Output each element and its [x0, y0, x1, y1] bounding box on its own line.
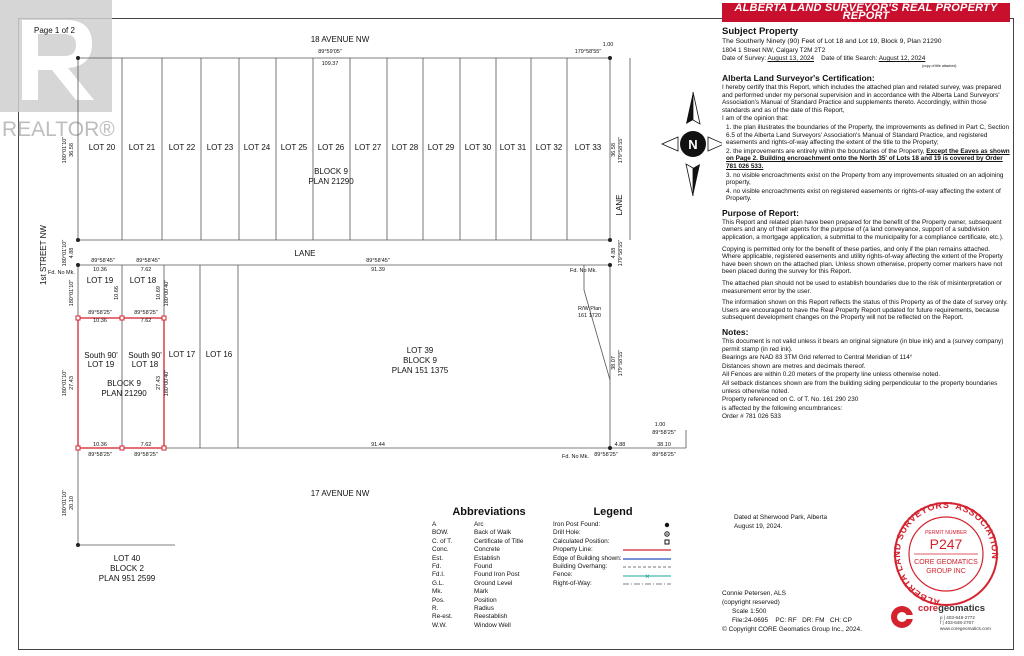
abbr-row [432, 605, 546, 613]
legend-label: Fence: [553, 571, 573, 579]
abbr-row [432, 529, 546, 537]
note: Bearings are NAD 83 3TM Grid referred to Central Meridian of 114° [722, 354, 913, 362]
found-no-mark-label: Fd. No Mk. [570, 268, 597, 274]
abbr-value: Arc [474, 521, 484, 528]
purpose-paragraph: This Report and related plan have been prepared for the benefit of the Property owner, subsequent owners and any of their agents for the purpose of (a land conveyance, support of a subdivision application, a mortgage application, a submittal to the municipality for a compliance certificate, etc.). [722, 218, 1004, 242]
copyright: © Copyright CORE Geomatics Group Inc., 2024. [722, 626, 862, 633]
abbr-row [432, 613, 546, 621]
dimension: 89°58'25" [652, 430, 676, 436]
legend-label: Building Overhang: [553, 562, 608, 570]
purpose-paragraph: The attached plan should not be used to establish boundaries due to the risk of misinterpretation or measurement error by the user. [722, 280, 1002, 295]
dimension: 180°01'10" [62, 136, 68, 164]
legend-row [553, 563, 673, 571]
dr-initials: DR: FM [802, 617, 825, 624]
abbr-row [432, 546, 546, 554]
dimension: 1.00 [602, 42, 614, 48]
street-south-label: 17 AVENUE NW [310, 489, 370, 498]
legend-title: Legend [593, 506, 633, 518]
stamp-ring-text: ALBERTA LAND SURVEYORS' ASSOCIATION [892, 502, 1001, 608]
lot-label: LOT 21 [128, 143, 156, 152]
building-edge-icon [623, 555, 673, 563]
building-overhang-icon [623, 563, 673, 571]
scale: Scale 1:500 [732, 608, 767, 615]
abbr-key: G.L. [432, 579, 445, 587]
dimension: 89°58'45" [366, 258, 390, 264]
abbr-key: BOW. [432, 529, 449, 537]
dimension: 7.62 [140, 442, 152, 448]
abbr-value: Radius [474, 605, 494, 613]
abbr-value: Back of Walk [474, 529, 512, 537]
dimension: 10.69 [156, 286, 162, 300]
lot-label: LOT 19 [87, 360, 115, 369]
north-arrow-icon [662, 92, 722, 196]
legend-label: Iron Post Found: [553, 521, 601, 528]
abbr-key: R. [432, 605, 439, 613]
plan-label: PLAN 21290 [101, 389, 147, 398]
surveyor-name: Connie Petersen, ALS [722, 590, 786, 597]
certification-item: 4. no visible encroachments exist on registered easements or rights-of-way affecting the extent of Property. [726, 187, 1001, 203]
street-north-label: 18 AVENUE NW [310, 35, 370, 44]
dimension: 89°58'25" [594, 452, 618, 458]
abbr-value: Found Iron Post [474, 571, 520, 579]
note: is affected by the following encumbrances: [722, 404, 843, 412]
abbr-key: Fd.I. [432, 571, 445, 579]
rw-label: 161 1720 [578, 313, 601, 319]
legend-row [553, 546, 673, 554]
lane-vertical-label: LANE [615, 194, 624, 216]
legend-row [553, 529, 673, 537]
right-of-way-icon [623, 580, 673, 588]
purpose-heading: Purpose of Report: [722, 207, 799, 218]
dimension: 27.43 [156, 376, 162, 390]
dimension: 1.00 [654, 422, 666, 428]
dimension: 89°58'45" [91, 258, 115, 264]
dimension: 10.36 [93, 442, 107, 448]
lot-label: LOT 29 [427, 143, 455, 152]
purpose-paragraph: Copying is permitted only for the benefit of these parties, and only if the plan remains attached. Where applicable, registered easements and utility rights-of-way affecting the extent of the Property have been shown on the attached plan. Unless shown otherwise, property corner markers have not been placed during the survey for this Report. [722, 245, 1003, 276]
file-number: File:24-0695 [732, 617, 769, 624]
abbr-value: Concrete [474, 546, 500, 554]
dimension: 179°58'55" [618, 136, 624, 164]
note: All Fences are within 0.20 meters of the property line unless otherwise noted. [722, 371, 941, 379]
stamp-company: GROUP INC [926, 568, 966, 575]
dimension: 180°00'40" [164, 369, 170, 397]
found-no-mark-label: Fd. No Mk. [48, 270, 75, 276]
dimension: 91.44 [371, 442, 385, 448]
lot-label: LOT 17 [168, 350, 196, 359]
page-label: Page 1 of 2 [34, 26, 75, 35]
street-west-label: 1st STREET NW [39, 225, 48, 285]
lot-label: LOT 22 [168, 143, 196, 152]
lot-label: LOT 18 [129, 276, 157, 285]
lot-label: LOT 28 [391, 143, 419, 152]
dimension: 180°01'10" [62, 369, 68, 397]
abbr-key: W.W. [432, 621, 447, 629]
lot-label: LOT 19 [86, 276, 114, 285]
dimension: 89°59'05" [318, 49, 342, 55]
abbr-key: Mk. [432, 588, 443, 596]
lot-label: LOT 30 [464, 143, 492, 152]
legend-row [553, 571, 673, 579]
block-label: BLOCK 9 [107, 379, 141, 388]
legend-label: Edge of Building shown: [553, 554, 622, 562]
abbr-key: C. of T. [432, 537, 453, 545]
property-line-icon [623, 546, 673, 554]
date-title-label: Date of title Search: [821, 55, 878, 63]
block-label: BLOCK 9 [314, 167, 348, 176]
abbr-row [432, 538, 546, 546]
core-word: core [918, 603, 939, 614]
abbr-value: Ground Level [474, 579, 513, 587]
abbr-row [432, 580, 546, 588]
note: This document is not valid unless it bears an original signature (in blue ink) and a (survey company) permit stamp (in red ink). [722, 338, 1004, 353]
abbr-row [432, 563, 546, 571]
legend-panel [553, 505, 673, 588]
dimension: 27.43 [69, 376, 75, 390]
core-geomatics-logo [888, 601, 1010, 639]
dimension: 89°58'25" [134, 310, 158, 316]
note: Distances shown are metres and decimals thereof. [722, 362, 866, 370]
core-logo-icon [890, 605, 914, 629]
dimension: 4.88 [69, 247, 75, 259]
legend-label: Property Line: [553, 546, 593, 554]
dimension: 89°58'25" [88, 310, 112, 316]
certification-exception: Except the Eaves as shown on Page 2. Building encroachment onto the North 35' of Lots 18 and 19 is covered by Order 781 026 533. [726, 147, 1010, 170]
certification-item: 3. no visible encroachments exist on the Property from any improvements situated on an adjoining property, [726, 171, 1004, 187]
abbr-key: A [432, 521, 437, 528]
abbr-row [432, 588, 546, 596]
found-no-mark-label: Fd. No Mk. [562, 454, 589, 460]
lot-label: LOT 20 [88, 143, 116, 152]
abbr-row [432, 597, 546, 605]
dimension: 38.07 [611, 356, 617, 370]
block-label: BLOCK 9 [403, 356, 437, 365]
fax: f | 403-648-2767 [940, 620, 974, 626]
certification-item-text: 2. the improvements are entirely within the boundaries of the Property, [726, 147, 925, 155]
certification-opinion: I am of the opinion that: [722, 115, 789, 123]
ch-initials: CH: CP [829, 617, 852, 624]
abbr-key: Fd. [432, 563, 442, 571]
dated-line: August 19, 2024. [734, 522, 783, 530]
abbreviations-panel [432, 505, 546, 630]
abbr-value: Position [474, 596, 497, 604]
abbr-key: Re-est. [432, 613, 453, 621]
abbr-key: Est. [432, 554, 444, 562]
note: Property referenced on C. of T. No. 161 290 230 [722, 396, 859, 404]
core-logo-wordmark [918, 603, 985, 614]
lot-label: LOT 32 [535, 143, 563, 152]
dimension: 89°58'25" [134, 452, 158, 458]
lot-label: LOT 31 [499, 143, 527, 152]
dimension: 38.10 [657, 442, 671, 448]
abbr-key: Pos. [432, 596, 445, 604]
legend-label: Calculated Position: [553, 537, 610, 545]
block-label: BLOCK 2 [110, 564, 144, 573]
abbr-value: Certificate of Title [474, 537, 524, 545]
abbr-row [432, 622, 546, 630]
lot-label: LOT 25 [280, 143, 308, 152]
stamp-number: P247 [929, 536, 963, 552]
legend-row [553, 538, 673, 546]
dimension: 4.88 [611, 247, 617, 259]
dimension: 89°58'25" [652, 452, 676, 458]
dated-line: Dated at Sherwood Park, Alberta [734, 514, 828, 521]
legend-label: Right-of-Way: [553, 579, 592, 587]
date-survey: August 13, 2024 [767, 55, 815, 63]
dimension: 180°01'10" [62, 239, 68, 267]
subject-address: 1804 1 Street NW, Calgary T2M 2T2 [722, 46, 826, 54]
abbr-key: Conc. [432, 546, 449, 554]
certification-item [722, 148, 1010, 171]
notes-heading: Notes: [722, 327, 749, 337]
copy-note: (copy of title attached) [922, 63, 957, 68]
abbr-value: Found [474, 563, 493, 571]
abbr-value: Establish [474, 554, 500, 562]
certification-heading: Alberta Land Surveyor's Certification: [722, 72, 875, 83]
fence-icon [623, 572, 673, 580]
abbr-value: Reestablish [474, 613, 508, 621]
abbreviations-title: Abbreviations [452, 506, 526, 518]
lane-horizontal-label: LANE [294, 249, 316, 258]
lot-label: LOT 40 [113, 554, 141, 563]
legend-label: Drill Hole: [553, 529, 581, 537]
lot-label: LOT 39 [406, 346, 434, 355]
note: Order # 781 026 533 [722, 413, 781, 421]
dimension: 180°01'10" [69, 279, 75, 307]
lot-label: LOT 23 [206, 143, 234, 152]
dimension: 20.10 [69, 496, 75, 510]
plan-label: PLAN 151 1375 [391, 366, 449, 375]
dimension: 7.62 [140, 318, 152, 324]
dimension: 7.62 [140, 267, 152, 273]
stamp-permit-label: PERMIT NUMBER [925, 530, 967, 536]
copyright-reserved: (copyright reserved) [722, 599, 780, 606]
legend-row [553, 521, 673, 529]
dimension: 180°01'10" [62, 489, 68, 517]
purpose-paragraph: The information shown on this Report reflects the status of this Property as of the date of survey only. Users are encouraged to have the Real Property Report updated for future requirements, because subsequent development changes on the Property will not be reflected on the Report. [722, 299, 1008, 322]
dimension: 36.58 [69, 143, 75, 157]
iron-post-icon [623, 521, 673, 529]
svg-text:×: × [645, 571, 650, 580]
dimension: 10.36 [93, 267, 107, 273]
abbr-value: Window Well [474, 621, 511, 629]
dimension: 91.39 [371, 267, 385, 273]
abbr-row [432, 521, 546, 529]
plan-label: PLAN 951 2599 [98, 574, 156, 583]
abbr-row [432, 555, 546, 563]
lot-label: LOT 27 [354, 143, 382, 152]
lot-label: LOT 26 [317, 143, 345, 152]
calculated-position-icon [623, 538, 673, 546]
subject-legal: The Southerly Ninety (90) Feet of Lot 18 and Lot 19, Block 9, Plan 21290 [722, 38, 942, 46]
report-title: ALBERTA LAND SURVEYOR'S REAL PROPERTY REPORT [722, 3, 1010, 22]
realtor-text: REALTOR® [2, 118, 115, 140]
survey-dates [722, 55, 1010, 63]
date-title: August 12, 2024 [878, 55, 926, 63]
dimension: 179°58'55" [618, 349, 624, 377]
dimension: 180°00'40" [164, 279, 170, 307]
lot-label: South 90' [84, 351, 118, 360]
pc-initials: PC: RF [775, 617, 797, 624]
lot-label: LOT 16 [205, 350, 233, 359]
phone: p | 403-648-2772 [940, 615, 975, 620]
note: All setback distances shown are from the building siding perpendicular to the property boundaries unless otherwise noted. [722, 379, 998, 395]
lot-label: South 90' [128, 351, 162, 360]
dated-block [734, 514, 827, 531]
rw-label: R/W Plan [578, 306, 602, 312]
dimension: 10.66 [114, 286, 120, 300]
certification-item: 1. the plan illustrates the boundaries of the Property, the improvements as defined in Part C, Section 6.5 of the Alberta Land Surveyors' Association's Manual of Standard Practice, and registered easements and rights-of-way affecting the extent of the title to the Property; [726, 123, 1010, 147]
dimension: 10.36 [93, 318, 107, 324]
core-contact [940, 615, 991, 631]
abbr-row [432, 571, 546, 579]
dimension: 36.58 [611, 143, 617, 157]
dimension: 89°58'25" [88, 452, 112, 458]
certification-intro: I hereby certify that this Report, which includes the attached plan and related survey, was prepared and performed under my personal supervision and in accordance with the Alberta Land Surveyors' Association's Manual of Standard Practice and supplements thereto. Accordingly, within those standards and as of the date of this Report, [722, 83, 1002, 114]
legend-row [553, 555, 673, 563]
lot-label: LOT 33 [574, 143, 602, 152]
north-letter: N [688, 137, 698, 152]
plan-label: PLAN 21290 [308, 177, 354, 186]
dimension: 179°58'55" [574, 49, 602, 55]
lot-label: LOT 18 [131, 360, 159, 369]
lot-label: LOT 24 [243, 143, 271, 152]
abbr-value: Mark [474, 588, 489, 596]
subject-heading: Subject Property [722, 26, 799, 38]
date-survey-label: Date of Survey: [722, 55, 767, 63]
legend-row [553, 580, 673, 588]
geomatics-word: geomatics [938, 603, 986, 614]
website: www.coregeomatics.com [940, 625, 991, 631]
drill-hole-icon [623, 530, 673, 538]
dimension: 4.88 [614, 442, 626, 448]
dimension: 179°58'55" [618, 239, 624, 267]
dimension: 109.37 [321, 61, 339, 67]
dimension: 89°58'45" [136, 258, 160, 264]
stamp-company: CORE GEOMATICS [914, 559, 978, 566]
